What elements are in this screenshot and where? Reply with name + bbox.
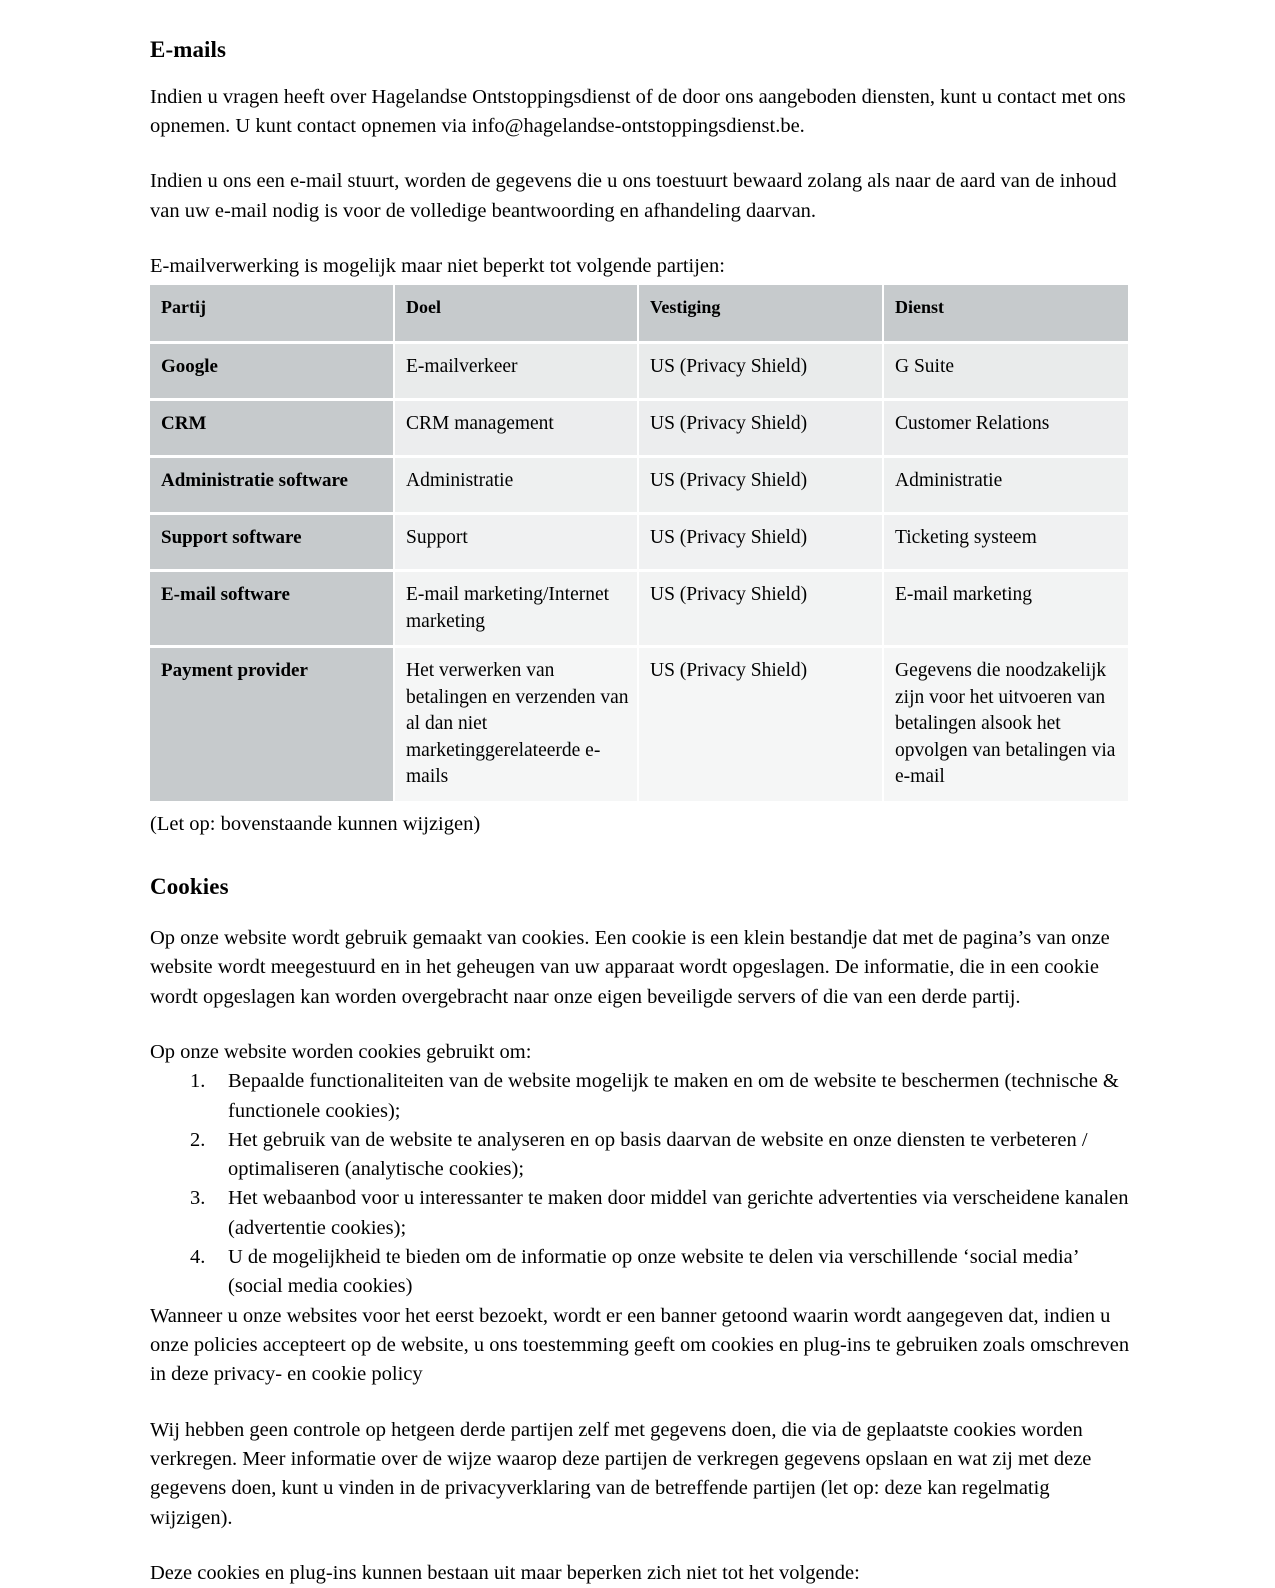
table-row <box>150 343 1128 400</box>
table-header-row <box>150 285 1128 343</box>
cell-dienst: Ticketing systeem <box>883 514 1128 571</box>
section-heading-emails: E-mails <box>150 37 227 62</box>
cell-dienst: Customer Relations <box>883 400 1128 457</box>
cell-vestiging: US (Privacy Shield) <box>638 343 883 400</box>
parties-table <box>150 285 1128 804</box>
parties-table-note: (Let op: bovenstaande kunnen wijzigen) <box>150 812 481 835</box>
cell-partij: Google <box>150 343 394 400</box>
cell-doel: Administratie <box>394 457 638 514</box>
table-row <box>150 514 1128 571</box>
cookie-uses-list <box>150 1067 1135 1302</box>
list-item <box>228 1184 1135 1243</box>
cell-partij: Payment provider <box>150 647 394 803</box>
table-row <box>150 457 1128 514</box>
cell-partij: Administratie software <box>150 457 394 514</box>
cookies-paragraph-4: Deze cookies en plug-ins kunnen bestaan uit maar beperken zich niet tot het volgende: <box>150 1561 860 1584</box>
cell-partij: CRM <box>150 400 394 457</box>
emails-paragraph-1: Indien u vragen heeft over Hagelandse Ontstoppingsdienst of de door ons aangeboden diensten, kunt u contact met ons opnemen. U kunt contact opnemen via info@hagelandse-ontstoppingsdienst.be. <box>150 85 1126 138</box>
column-header-doel: Doel <box>394 285 638 343</box>
cell-doel: Het verwerken van betalingen en verzenden van al dan niet marketinggerelateerde e-mails <box>394 647 638 803</box>
parties-table-intro: E-mailverwerking is mogelijk maar niet beperkt tot volgende partijen: <box>150 255 725 277</box>
cell-dienst: E-mail marketing <box>883 571 1128 647</box>
column-header-vestiging: Vestiging <box>638 285 883 343</box>
list-item <box>228 1126 1135 1185</box>
list-item-text: Het webaanbod voor u interessanter te maken door middel van gerichte advertenties via verscheidene kanalen (advertentie cookies); <box>228 1187 1129 1239</box>
cell-partij: Support software <box>150 514 394 571</box>
cell-vestiging: US (Privacy Shield) <box>638 647 883 803</box>
cell-doel: Support <box>394 514 638 571</box>
cookies-paragraph-2: Wanneer u onze websites voor het eerst bezoekt, wordt er een banner getoond waarin wordt aangegeven dat, indien u onze policies accepteert op de website, u ons toestemming geeft om cookies en plug-ins te gebruiken zoals omschreven in deze privacy- en cookie policy <box>150 1304 1130 1386</box>
cookies-paragraph-1: Op onze website wordt gebruik gemaakt van cookies. Een cookie is een klein bestandje dat met de pagina’s van onze website wordt meegestuurd en in het geheugen van uw apparaat wordt opgeslagen. De informatie, die in een cookie wordt opgeslagen kan worden overgebracht naar onze eigen beveiligde servers of die van een derde partij. <box>150 926 1110 1008</box>
cell-doel: E-mail marketing/Internet marketing <box>394 571 638 647</box>
list-item-text: Bepaalde functionaliteiten van de website mogelijk te maken en om de website te beschermen (technische & functionele cookies); <box>228 1070 1119 1122</box>
cell-dienst: Administratie <box>883 457 1128 514</box>
cell-doel: CRM management <box>394 400 638 457</box>
column-header-dienst: Dienst <box>883 285 1128 343</box>
cell-vestiging: US (Privacy Shield) <box>638 571 883 647</box>
list-item-text: U de mogelijkheid te bieden om de informatie op onze website te delen via verschillende ‘social media’ (social media cookies) <box>228 1246 1079 1298</box>
cookies-list-intro: Op onze website worden cookies gebruikt om: <box>150 1040 532 1063</box>
emails-paragraph-2: Indien u ons een e-mail stuurt, worden de gegevens die u ons toestuurt bewaard zolang als naar de aard van de inhoud van uw e-mail nodig is voor de volledige beantwoording en afhandeling daarvan. <box>150 170 1117 222</box>
list-item-text: Het gebruik van de website te analyseren en op basis daarvan de website en onze diensten te verbeteren / optimaliseren (analytische cookies); <box>228 1128 1088 1181</box>
cell-doel: E-mailverkeer <box>394 343 638 400</box>
cell-dienst: Gegevens die noodzakelijk zijn voor het uitvoeren van betalingen alsook het opvolgen van betalingen via e-mail <box>883 647 1128 803</box>
cell-vestiging: US (Privacy Shield) <box>638 457 883 514</box>
list-item <box>228 1243 1135 1302</box>
table-row <box>150 647 1128 803</box>
list-item <box>228 1067 1135 1126</box>
cell-vestiging: US (Privacy Shield) <box>638 514 883 571</box>
cell-partij: E-mail software <box>150 571 394 647</box>
table-row <box>150 571 1128 647</box>
table-row <box>150 400 1128 457</box>
column-header-partij: Partij <box>150 285 394 343</box>
cookies-paragraph-3: Wij hebben geen controle op hetgeen derde partijen zelf met gegevens doen, die via de geplaatste cookies worden verkregen. Meer informatie over de wijze waarop deze partijen de verkregen gegevens opslaan en wat zij met deze gegevens doen, kunt u vinden in de privacyverklaring van de betreffende partijen (let op: deze kan regelmatig wijzigen). <box>150 1418 1092 1529</box>
cell-vestiging: US (Privacy Shield) <box>638 400 883 457</box>
cell-dienst: G Suite <box>883 343 1128 400</box>
section-heading-cookies: Cookies <box>150 874 229 900</box>
